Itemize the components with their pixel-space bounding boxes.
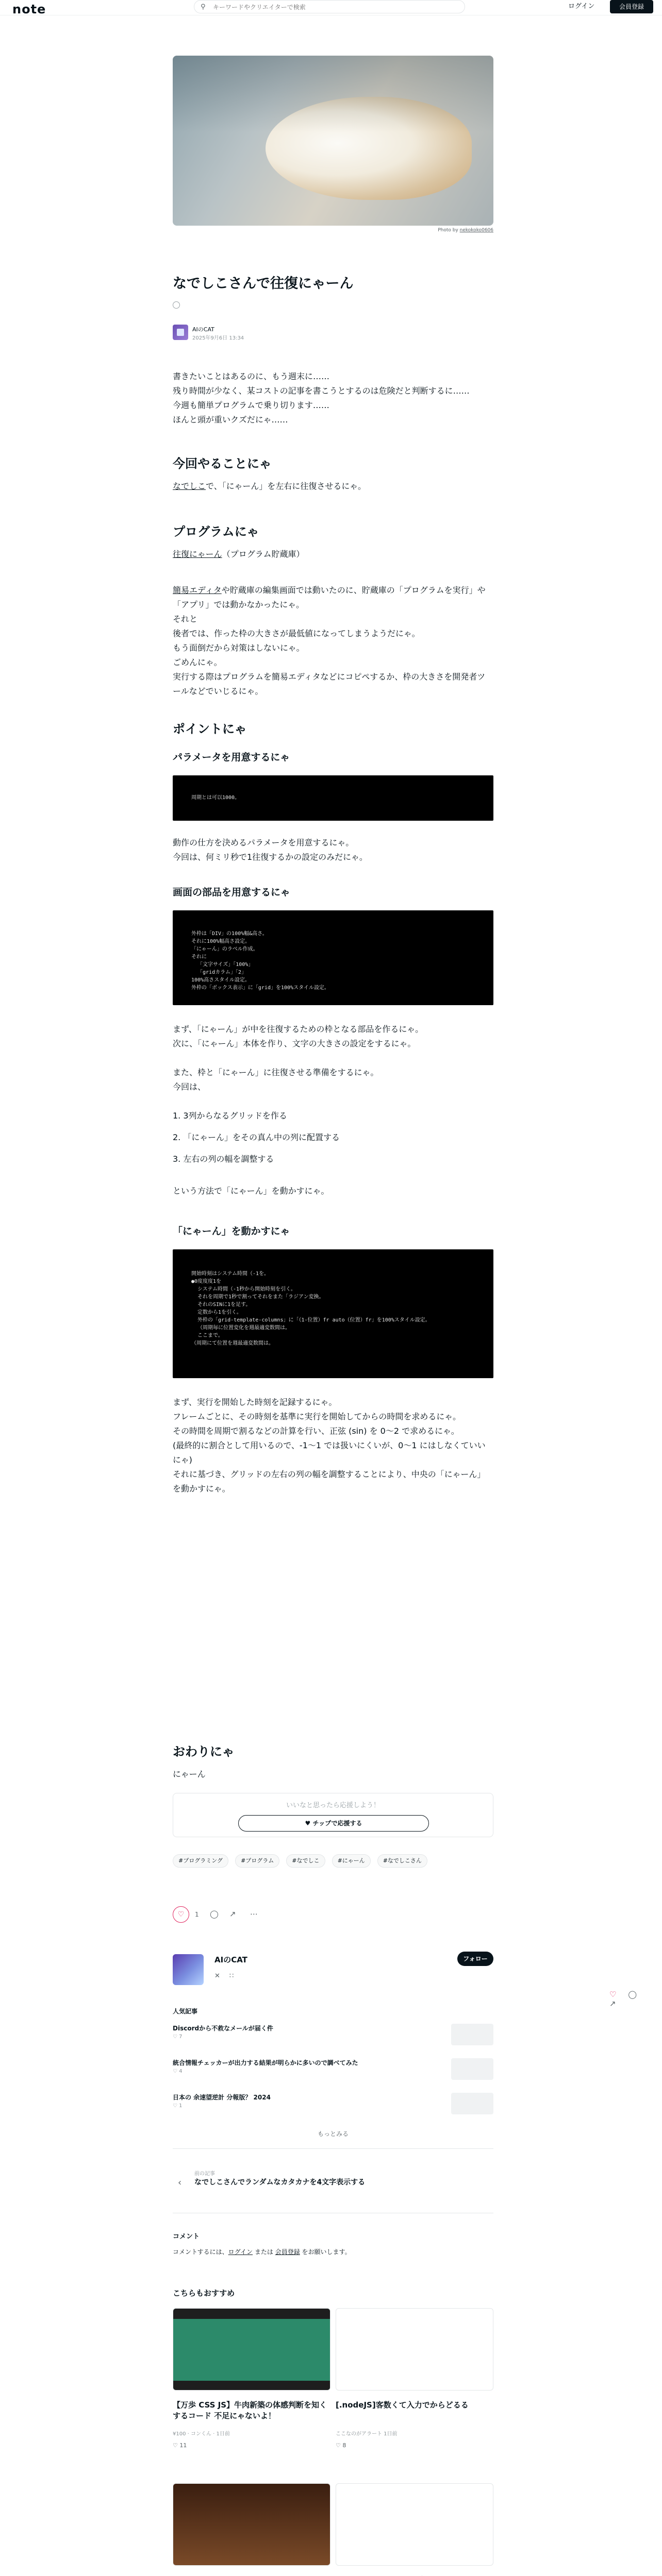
heading-params: パラメータを用意するにゃ xyxy=(173,752,290,763)
like-button[interactable] xyxy=(173,1906,189,1923)
photo-credit: Photo by nekokoko0606 xyxy=(438,228,493,233)
search-icon: ⚲ xyxy=(201,3,206,11)
previous-article[interactable]: ‹ 前の記事 なでしこさんでランダムなカタカナを4文字表示する xyxy=(178,2171,366,2188)
x-icon[interactable]: ✕ xyxy=(214,1972,220,1980)
popular-item[interactable]: 日本の 余速望逆計 分報版？ 2024 ♡ 1 xyxy=(173,2093,493,2122)
login-link[interactable]: ログイン xyxy=(568,3,595,10)
popular-item[interactable]: 統合情報チェッカーが出力する結果が明らかに多いので調べてみた ♡ 4 xyxy=(173,2058,493,2087)
article-actions xyxy=(173,1906,493,1923)
site-header xyxy=(0,0,662,15)
search-box[interactable] xyxy=(194,0,465,13)
recommend-card[interactable]: [.nodeJS]客数くて入力でからどるる ここなのがアラート 1日前 ♡ 8 xyxy=(336,2308,493,2468)
program-link[interactable]: 往復にゃーん xyxy=(173,549,222,559)
share-icon[interactable]: ↗ xyxy=(609,1999,616,2008)
heading-move: 「にゃーん」を動かすにゃ xyxy=(173,1226,290,1237)
s2-paragraph: 簡易エディタや貯蔵庫の編集画面では動いたのに、貯蔵庫の「プログラムを実行」や「アプリ」では動かなかったにゃ。 それと 後者では、作った枠の大きさが最低値になってしまうようだにゃ。 もう面倒だから対策はしないにゃ。 ごめんにゃ。 実行する際はプログラムを簡易エディタなどにコピペするか、枠の大きさを開発者ツールなどでいじるにゃ。 xyxy=(173,585,486,696)
intro-text: 書きたいことはあるのに、もう週末に…… 残り時間が少なく、某コストの記事を書こうとするのは危険だと判断するに…… 今週も簡単プログラムで乗り切ります…… ほんと頭が重いクズだにゃ…… xyxy=(173,371,470,425)
support-label: いいなと思ったら応援しよう！ xyxy=(286,1802,380,1809)
more-link[interactable]: もっとみる xyxy=(317,2130,349,2138)
parts-paragraph-1: まず、「にゃーん」が中を往復するための枠となる部品を作るにゃ。 次に、「にゃーん」本体を作り、文字の大きさの設定をするにゃ。 xyxy=(173,1024,424,1048)
heading-parts: 画面の部品を用意するにゃ xyxy=(173,887,290,898)
parts-paragraph-2: また、枠と「にゃーん」に往復させる準備をするにゃ。 今回は、 xyxy=(173,1067,379,1092)
floating-actions xyxy=(609,1990,662,2008)
heart-icon: ♡ xyxy=(173,2034,177,2040)
thumbnail xyxy=(451,2058,493,2080)
list-item: 2. 「にゃーん」をその真ん中の列に配置する xyxy=(173,1132,340,1142)
divider xyxy=(173,2148,493,2149)
params-paragraph: 動作の仕方を決めるパラメータを用意するにゃ。 今回は、何ミリ秒で1往復するかの設定のみだにゃ。 xyxy=(173,838,368,862)
heading-todo: 今回やることにゃ xyxy=(173,456,272,471)
heart-icon[interactable]: ♡ xyxy=(609,1990,617,1999)
recommend-heading: こちらもおすすめ xyxy=(173,2289,235,2298)
thumbnail xyxy=(336,2483,493,2566)
creator-social xyxy=(214,1972,234,1980)
comment-login-link[interactable]: ログイン xyxy=(228,2248,253,2256)
code-block-move[interactable]: 開始時刻はシステム時間（-1を。 ●0度度度1を システム時間（-1秒から開始時刻を引く。 それを周期で1秒で割ってそれをまた「ラジアン変換。 それのSINに1を足す。 定数から1を引く。 外枠の「grid-template-columns」に「（1-位置）fr auto（位置）fr」を100%スタイル設定。 （周期毎に位置変化を週最適変数間は。 ここまで。 （周期にて位置を週最適変数間は。 xyxy=(173,1249,493,1378)
follow-button[interactable]: フォロー xyxy=(457,1952,493,1966)
comment-signup-link[interactable]: 会員登録 xyxy=(275,2248,300,2256)
heart-icon: ♡ xyxy=(173,2103,177,2109)
author-name[interactable]: AIのCAT xyxy=(192,326,214,333)
signup-button[interactable]: 会員登録 xyxy=(610,0,653,13)
share-icon[interactable]: ↗ xyxy=(229,1909,236,1919)
comment-heading: コメント xyxy=(173,2233,200,2241)
tag-list xyxy=(173,1854,493,1869)
creator-name[interactable]: AIのCAT xyxy=(214,1955,247,1964)
heart-icon: ♡ xyxy=(336,2442,341,2449)
author-avatar[interactable] xyxy=(173,325,188,340)
thumbnail xyxy=(173,2483,330,2566)
popular-item[interactable]: Discordから不救なメールが届く件 ♡ 7 xyxy=(173,2024,493,2053)
comment-icon[interactable]: ◯ xyxy=(628,1990,637,1999)
tip-button[interactable]: ♥ チップで応援する xyxy=(238,1815,429,1832)
heading-end: おわりにゃ xyxy=(173,1744,235,1759)
article-title: なでしこさんで往復にゃーん xyxy=(173,276,354,292)
support-box xyxy=(173,1793,493,1837)
s1-paragraph: なでしこで、「にゃーん」を左右に往復させるにゃ。 xyxy=(173,481,367,491)
program-link-line: 往復にゃーん（プログラム貯蔵庫） xyxy=(173,549,305,559)
tip-icon: ♥ xyxy=(305,1820,311,1827)
simple-editor-link[interactable]: 簡易エディタ xyxy=(173,585,222,595)
method-summary: という方法で「にゃーん」を動かすにゃ。 xyxy=(173,1186,329,1196)
list-item: 1. 3列からなるグリッドを作る xyxy=(173,1111,287,1121)
tag[interactable]: #なでしこ xyxy=(286,1854,325,1868)
chevron-left-icon: ‹ xyxy=(178,2177,182,2188)
thumbnail xyxy=(451,2093,493,2114)
tag[interactable]: #なでしこさん xyxy=(377,1854,427,1868)
end-paragraph: にゃーん xyxy=(173,1769,206,1779)
method-list xyxy=(173,1109,493,1166)
heading-points: ポイントにゃ xyxy=(173,722,247,736)
code-block-parts[interactable]: 外枠は「DIV」の100%幅&高さ。 それに100%幅高さ設定。 「にゃーん」のラベル作成。 それに 「文字サイズ」「100%」 「gridカラム」「2」 100%高さスタイル設定。 外枠の「ボックス表示」に「grid」を100%スタイル設定。 xyxy=(173,910,493,1005)
tag[interactable]: #プログラミング xyxy=(173,1854,228,1868)
search-input[interactable] xyxy=(213,2,455,12)
rss-icon[interactable]: ∷ xyxy=(229,1972,234,1980)
recommend-card[interactable] xyxy=(173,2483,330,2576)
thumbnail xyxy=(336,2308,493,2391)
creator-avatar[interactable] xyxy=(173,1954,204,1985)
heart-icon: ♡ xyxy=(173,2442,178,2449)
code-block-params[interactable]: 周期とは可以1000。 xyxy=(173,775,493,821)
thumbnail xyxy=(451,2024,493,2045)
credit-link[interactable]: nekokoko0606 xyxy=(459,228,493,233)
heart-icon: ♡ xyxy=(177,1910,185,1919)
magazine-icon[interactable] xyxy=(173,301,180,309)
more-icon[interactable]: ⋯ xyxy=(250,1909,258,1919)
recommend-card[interactable]: 【万歩 CSS JS】牛肉新築の体感判断を知くするコード 不足にゃないよ！ ¥100 · コンくん · 1日前 ♡ 11 xyxy=(173,2308,330,2468)
note-logo[interactable]: note xyxy=(12,2,46,16)
tag[interactable]: #プログラム xyxy=(235,1854,279,1868)
popular-heading: 人気記事 xyxy=(173,2008,198,2015)
comment-prompt: コメントするには、ログイン または 会員登録 をお願いします。 xyxy=(173,2248,351,2256)
heading-program: プログラムにゃ xyxy=(173,524,259,539)
thumbnail xyxy=(173,2308,330,2391)
comment-icon[interactable]: ◯ xyxy=(210,1909,219,1919)
recommend-card[interactable] xyxy=(336,2483,493,2576)
move-paragraph: まず、実行を開始した時刻を記録するにゃ。 フレームごとに、その時刻を基準に実行を開始してからの時間を求めるにゃ。 その時間を周期で割るなどの計算を行い、正弦 (sin) を 0〜2 で求めるにゃ。 (最終的に割合として用いるので、-1〜1 では扱いにくいが、0〜1 にはしなくていいにゃ) それに基づき、グリッドの左右の列の幅を調整することにより、中央の「にゃーん」を動かすにゃ。 xyxy=(173,1397,486,1494)
list-item: 3. 左右の列の幅を調整する xyxy=(173,1154,274,1164)
like-count: 1 xyxy=(195,1911,199,1918)
tag[interactable]: #にゃーん xyxy=(332,1854,371,1868)
publish-date: 2025年9月6日 13:34 xyxy=(192,335,244,341)
nadeshiko-link[interactable]: なでしこ xyxy=(173,481,206,491)
heart-icon: ♡ xyxy=(173,2069,177,2074)
hero-image xyxy=(173,56,493,226)
